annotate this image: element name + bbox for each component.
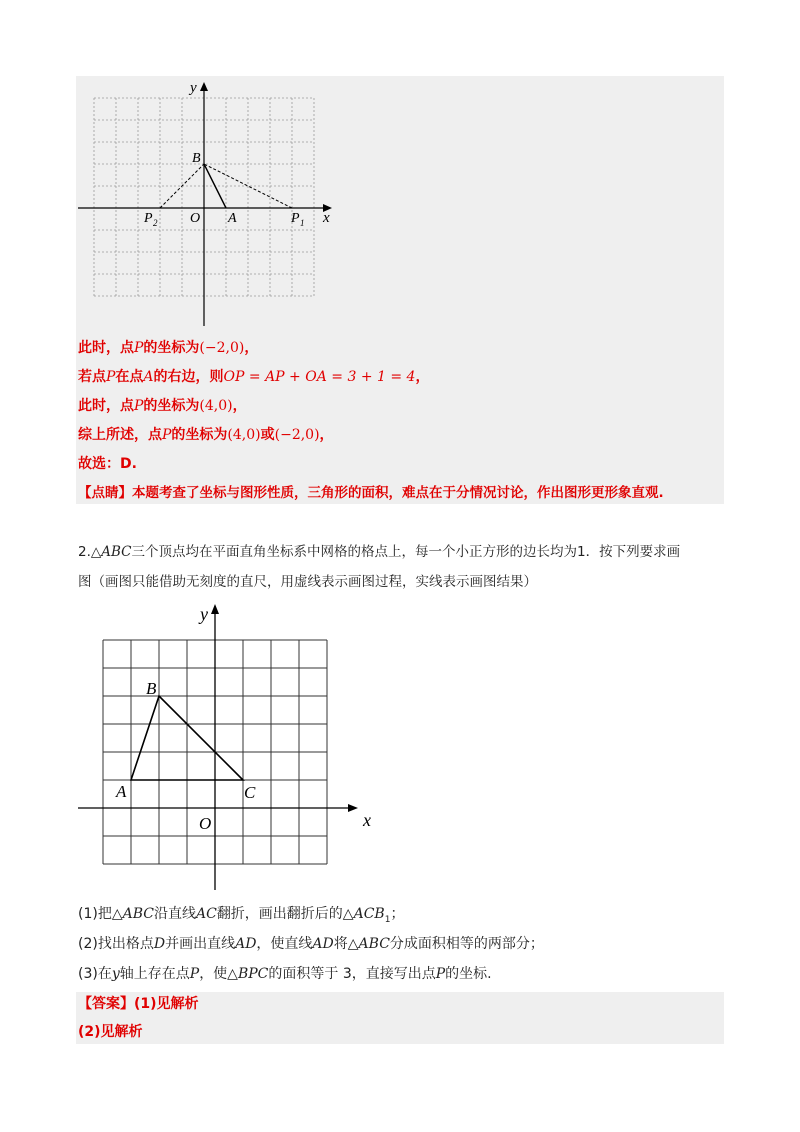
label-p1: P bbox=[291, 211, 300, 226]
label-c: C bbox=[244, 783, 256, 802]
solution-line-4: 综上所述，点P的坐标为(4,0)或(−2,0)， bbox=[78, 427, 334, 443]
label-b: B bbox=[146, 679, 157, 698]
answer-line-1: 【答案】(1)见解析 bbox=[78, 996, 199, 1012]
solution-line-3: 此时，点P的坐标为(4,0)， bbox=[78, 398, 247, 414]
label-y: y bbox=[190, 80, 197, 96]
problem2-line1: 2.△ABC三个顶点均在平面直角坐标系中网格的格点上，每一个小正方形的边长均为1．按下列要求画 bbox=[78, 544, 681, 560]
label-p2-sub: 2 bbox=[153, 218, 158, 228]
label-o: O bbox=[190, 211, 201, 226]
label-a: A bbox=[228, 211, 237, 226]
solution-line-2: 若点P在点A的右边，则OP = AP + OA = 3 + 1 = 4， bbox=[78, 369, 430, 385]
solution-line-1: 此时，点P的坐标为(−2,0)， bbox=[78, 340, 259, 356]
label-o: O bbox=[199, 814, 212, 833]
question-3: (3)在y轴上存在点P，使△BPC的面积等于 3，直接写出点P的坐标. bbox=[78, 966, 492, 982]
answer-line-2: (2)见解析 bbox=[78, 1024, 143, 1040]
label-a: A bbox=[116, 782, 127, 801]
label-b: B bbox=[192, 151, 201, 166]
label-p2: P bbox=[144, 211, 153, 226]
coordinate-figure-2 bbox=[76, 600, 386, 895]
solution-line-5: 故选：D. bbox=[78, 456, 137, 472]
problem2-line2: 图（画图只能借助无刻度的直尺，用虚线表示画图过程，实线表示画图结果） bbox=[78, 574, 537, 590]
label-x: x bbox=[323, 210, 330, 226]
question-2: (2)找出格点D并画出直线AD，使直线AD将△ABC分成面积相等的两部分； bbox=[78, 936, 544, 952]
question-1: (1)把△ABC沿直线AC翻折，画出翻折后的$\triangle ACB_1$； bbox=[78, 906, 405, 925]
comment-line: 【点睛】本题考查了坐标与图形性质，三角形的面积，难点在于分情况讨论，作出图形更形象直观. bbox=[78, 485, 664, 501]
label-p1-sub: 1 bbox=[300, 218, 305, 228]
coordinate-figure-1 bbox=[76, 76, 356, 336]
label-x: x bbox=[363, 810, 371, 830]
label-y: y bbox=[200, 604, 208, 624]
